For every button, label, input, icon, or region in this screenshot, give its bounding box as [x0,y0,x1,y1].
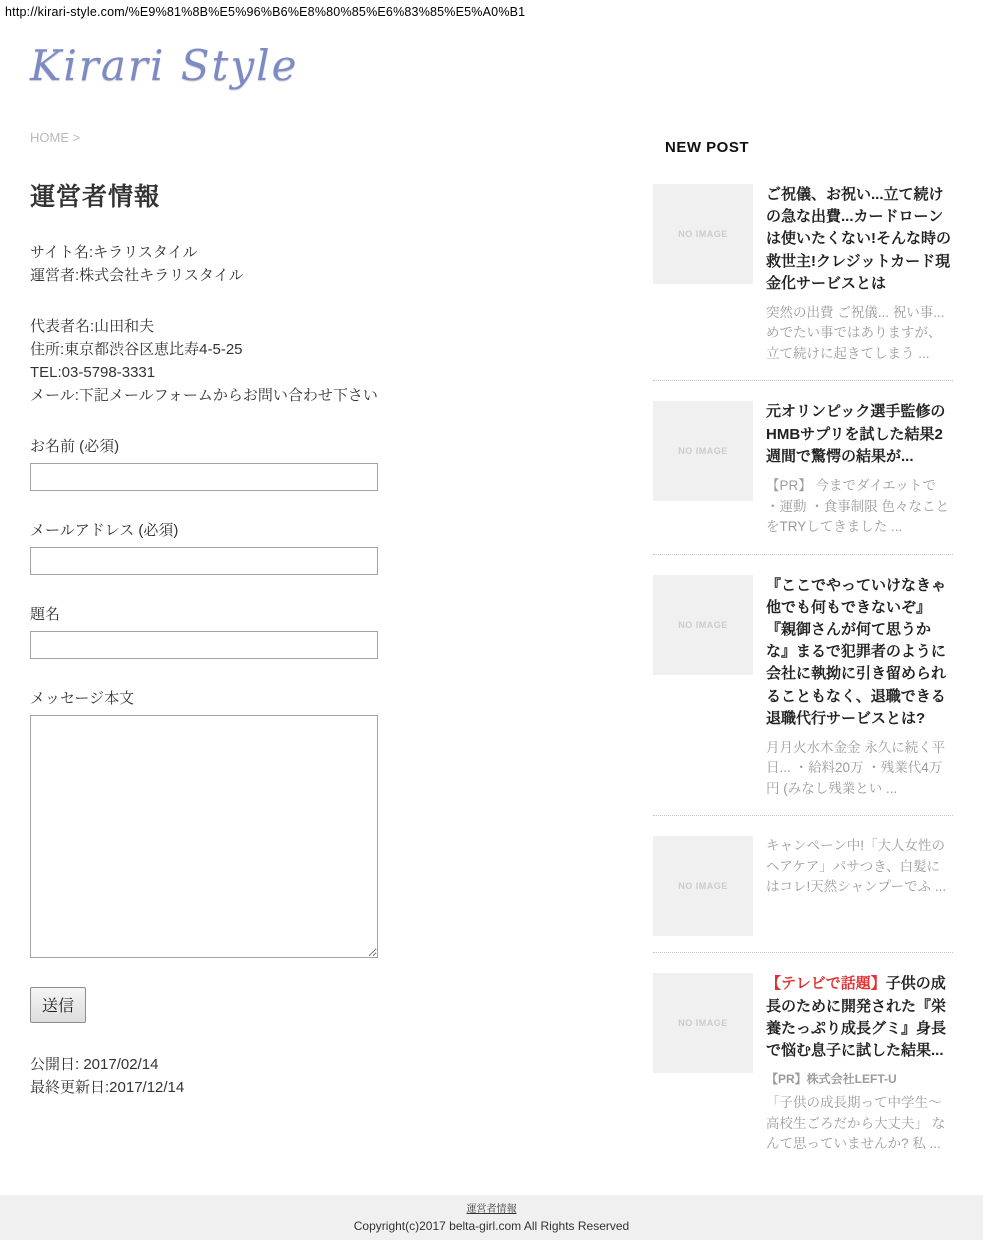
post-item-3[interactable] [653,575,953,817]
no-image-thumbnail [653,836,753,936]
no-image-thumbnail [653,575,753,675]
post-body [766,184,953,364]
post-item-5[interactable] [653,973,953,1170]
footer [0,1195,983,1240]
company-info-block [30,315,620,407]
date-block [30,1053,620,1099]
subject-label: 題名 [30,606,61,623]
no-image-thumbnail [653,401,753,501]
post-title-link[interactable] [766,973,953,1062]
post-excerpt: 月月火水木金金 永久に続く平日... ・給料20万 ・残業代4万円 (みなし残業とい ... [766,739,946,796]
content-container [0,128,983,1171]
name-label: お名前 (必須) [30,438,120,455]
contact-form [30,435,620,1023]
post-title-link[interactable]: ご祝儀、お祝い...立て続けの急な出費...カードローンは使いたくない!そんな時の救世主!クレジットカード現金化サービスとは [766,186,951,292]
post-title-link[interactable]: 『ここでやっていけなきゃ他でも何もできないぞ』『親御さんが何て思うかな』まるで犯罪者のように会社に執拗に引き留められることもなく、退職できる退職代行サービスとは? [766,576,947,727]
post-body [766,836,953,898]
sidebar-heading: NEW POST [665,139,750,156]
post-item-2[interactable] [653,401,953,554]
submit-button[interactable]: 送信 [30,987,86,1023]
post-excerpt: 突然の出費 ご祝儀... 祝い事... めでたい事ではありますが、立て続けに起きてしまう ... [766,304,945,361]
post-item-4[interactable] [653,836,953,953]
no-image-thumbnail [653,184,753,284]
url-text: http://kirari-style.com/%E9%81%8B%E5%96%B6%E8%80%85%E6%83%85%E5%A0%B1 [5,5,526,19]
no-image-label: NO IMAGE [678,619,728,630]
post-title-text: 子供の成長のために開発された『栄養たっぷり成長グミ』身長で悩む息子に試した結果... [766,975,947,1060]
address-line: 住所:東京都渋谷区恵比寿4-5-25 [30,341,243,358]
site-info-block [30,241,620,287]
post-body [766,401,953,537]
published-date: 公開日: 2017/02/14 [30,1056,159,1073]
site-name-line: サイト名:キラリスタイル [30,244,198,261]
updated-date: 最終更新日:2017/12/14 [30,1079,185,1096]
post-body [766,575,953,800]
new-post-list [653,184,953,1171]
mail-line: メール:下記メールフォームからお問い合わせ下さい [30,387,378,404]
message-label: メッセージ本文 [30,690,135,707]
no-image-label: NO IMAGE [678,1018,728,1029]
breadcrumb [30,130,620,145]
tel-line: TEL:03-5798-3331 [30,364,156,381]
post-pr-meta: 【PR】株式会社LEFT-U [766,1072,897,1087]
email-input[interactable] [30,547,378,575]
footer-copyright: Copyright(c)2017 belta-girl.com All Rights Reserved [353,1219,630,1233]
subject-input[interactable] [30,631,378,659]
main-content [30,128,620,1171]
post-excerpt: 「子供の成長期って中学生〜高校生ごろだから大丈夫」 なんて思っていませんか? 私 ... [766,1095,946,1152]
name-input[interactable] [30,463,378,491]
footer-operator-info-link[interactable]: 運営者情報 [466,1204,517,1215]
no-image-label: NO IMAGE [678,446,728,457]
page-title: 運営者情報 [30,183,161,211]
message-textarea[interactable] [30,715,378,958]
post-excerpt: 【PR】 今までダイエットで ・運動 ・食事制限 色々なことをTRYしてきました ... [766,478,950,535]
post-body [766,973,953,1154]
email-label: メールアドレス (必須) [30,522,179,539]
no-image-label: NO IMAGE [678,881,728,892]
site-logo[interactable]: Kirari Style [30,41,299,90]
post-title-link[interactable]: 元オリンピック選手監修のHMBサプリを試した結果2週間で驚愕の結果が... [766,403,946,465]
operator-line: 運営者:株式会社キラリスタイル [30,267,244,284]
breadcrumb-home-link[interactable]: HOME [30,130,69,145]
representative-line: 代表者名:山田和夫 [30,318,155,335]
no-image-label: NO IMAGE [678,229,728,239]
post-title-highlight: 【テレビで話題】 [766,975,886,993]
breadcrumb-separator: > [72,130,81,145]
post-excerpt-link[interactable]: キャンペーン中!「大人女性のヘアケア」パサつき、白髪にはコレ!天然シャンプーでふ ... [766,838,947,895]
post-item-1[interactable] [653,184,953,381]
sidebar [653,128,953,1171]
no-image-thumbnail [653,973,753,1073]
